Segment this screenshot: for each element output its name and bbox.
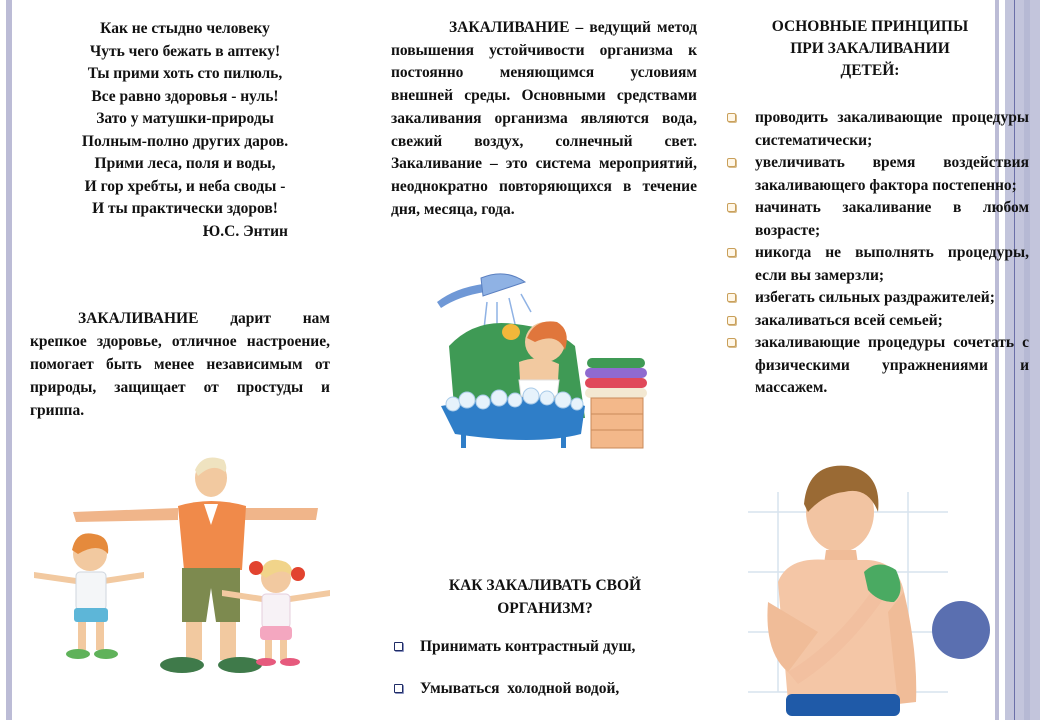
lead-paragraph	[30, 307, 330, 422]
principles-title-line: ОСНОВНЫЕ ПРИНЦИПЫ	[771, 18, 969, 35]
boy-rubdown-illustration	[748, 452, 983, 718]
principle-item: избегать сильных раздражителей;	[725, 287, 1029, 310]
poem-line: Как не стыдно человеку	[100, 20, 270, 37]
square-bullet-icon	[394, 684, 403, 693]
square-bullet-icon	[394, 642, 403, 651]
principle-item: закаливаться всей семьей;	[725, 310, 1029, 333]
howto-list	[390, 636, 700, 720]
decorative-blue-circle	[932, 601, 990, 659]
principles-title	[745, 16, 995, 82]
poem-line: И гор хребты, и неба своды -	[84, 177, 286, 195]
howto-title	[395, 574, 695, 620]
principle-item: закаливающие процедуры сочетать с физическими упражнениями и массажем.	[725, 332, 1029, 400]
principles-title-line: ДЕТЕЙ:	[840, 62, 900, 79]
howto-item: Принимать контрастный душ,	[390, 636, 700, 658]
family-exercise-image	[28, 450, 338, 680]
child-bath-image	[435, 268, 650, 466]
square-bullet-icon	[727, 248, 736, 257]
howto-title-line: КАК ЗАКАЛИВАТЬ СВОЙ	[448, 577, 642, 594]
poem-line: И ты практически здоров!	[92, 200, 278, 217]
left-decorative-bar	[6, 0, 12, 720]
principles-title-line: ПРИ ЗАКАЛИВАНИИ	[790, 40, 950, 57]
principle-item: проводить закаливающие процедуры систематически;	[725, 107, 1029, 152]
square-bullet-icon	[727, 113, 736, 122]
howto-item: Умываться холодной водой,	[390, 678, 700, 700]
square-bullet-icon	[727, 316, 736, 325]
poem-author: Ю.С. Энтин	[202, 222, 288, 240]
principle-item: никогда не выполнять процедуры, если вы замерзли;	[725, 242, 1029, 287]
family-exercise-illustration	[28, 450, 338, 680]
square-bullet-icon	[727, 203, 736, 212]
poem-line: Все равно здоровья - нуль!	[91, 87, 279, 105]
definition-keyword: ЗАКАЛИВАНИЕ	[449, 19, 570, 36]
principle-item: увеличивать время воздействия закаливающего фактора постепенно;	[725, 152, 1029, 197]
square-bullet-icon	[727, 338, 736, 347]
square-bullet-icon	[727, 293, 736, 302]
square-bullet-icon	[727, 158, 736, 167]
poem-line: Прими леса, поля и воды,	[94, 155, 276, 172]
howto-title-line: ОРГАНИЗМ?	[497, 600, 593, 617]
boy-rubdown-image	[748, 452, 983, 718]
definition-text: – ведущий метод повышения устойчивости организма к постоянно меняющимся условиям внешней среды. Основными средствами закаливания организма являются вода, свежий воздух, солнечный свет. Закаливание – это система мероприятий, неоднократно повторяющихся в течение дня, месяца, года.	[391, 19, 697, 218]
poem-line: Зато у матушки-природы	[96, 110, 274, 127]
principles-list	[725, 107, 1029, 400]
poem-line: Чуть чего бежать в аптеку!	[89, 42, 281, 60]
child-bath-illustration	[435, 268, 650, 466]
poem-line: Ты прими хоть сто пилюль,	[87, 65, 283, 82]
principle-item: начинать закаливание в любом возрасте;	[725, 197, 1029, 242]
poem	[40, 18, 330, 243]
poem-line: Полным-полно других даров.	[81, 132, 289, 150]
lead-keyword: ЗАКАЛИВАНИЕ	[78, 310, 199, 327]
lead-text: дарит нам крепкое здоровье, отличное настроение, помогает быть менее независимым от природы, защищает от простуды и гриппа.	[30, 310, 330, 419]
definition-paragraph	[391, 17, 697, 221]
